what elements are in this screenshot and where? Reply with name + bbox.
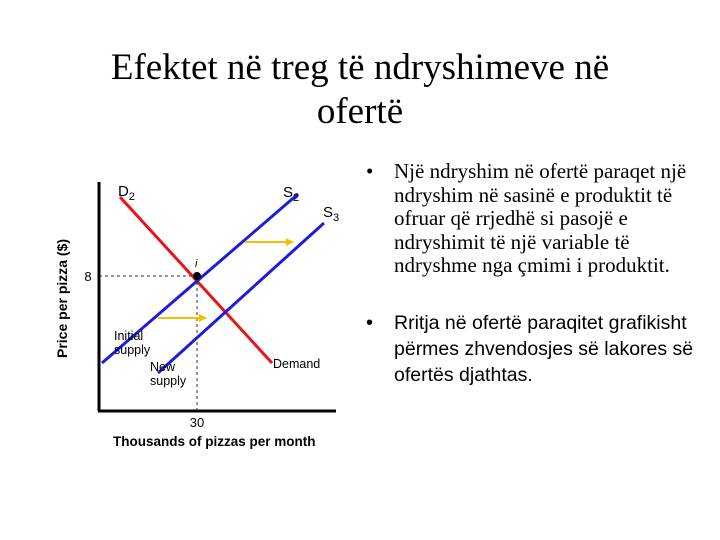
bullet-text-2: Rritja në ofertë paraqitet grafikisht përmes zhvendosjes së lakores së ofertës djathtas.	[394, 311, 694, 386]
slide-title	[40, 46, 680, 134]
y-axis-label: Price per pizza ($)	[54, 238, 70, 358]
equilibrium-point	[193, 272, 201, 280]
quantity-tick-label: 30	[189, 415, 205, 430]
slide-title-line-2: ofertë	[316, 91, 404, 132]
bullet-item-1	[362, 160, 714, 278]
new-supply-curve	[158, 223, 324, 373]
supply-s3-label: $S_3$	[323, 204, 340, 224]
initial-supply-label: Initial supply	[114, 329, 151, 357]
supply-shift-diagram	[40, 170, 350, 460]
demand-curve-label: Demand	[273, 357, 321, 371]
bullet-item-2	[362, 310, 714, 388]
equilibrium-label: i	[195, 258, 198, 270]
demand-d2-label: $D_2$	[118, 183, 135, 203]
price-tick-label: 8	[84, 269, 92, 284]
bullet-list	[362, 160, 714, 388]
new-supply-label: New supply	[150, 360, 187, 388]
bullet-text-1: Një ndryshim në ofertë paraqet një ndryshim në sasinë e produktit të ofruar që rrjedhë si pasojë e ndryshimit të një variable të ndryshme nga çmimi i produktit.	[394, 159, 687, 277]
x-axis-label: Thousands of pizzas per month	[113, 434, 316, 449]
bullet-dot-icon: •	[366, 311, 374, 334]
supply-s2-label: $S_2$	[283, 184, 300, 204]
slide-title-line-1: Efektet në treg të ndryshimeve në	[110, 47, 610, 88]
bullet-dot-icon: •	[366, 159, 374, 183]
